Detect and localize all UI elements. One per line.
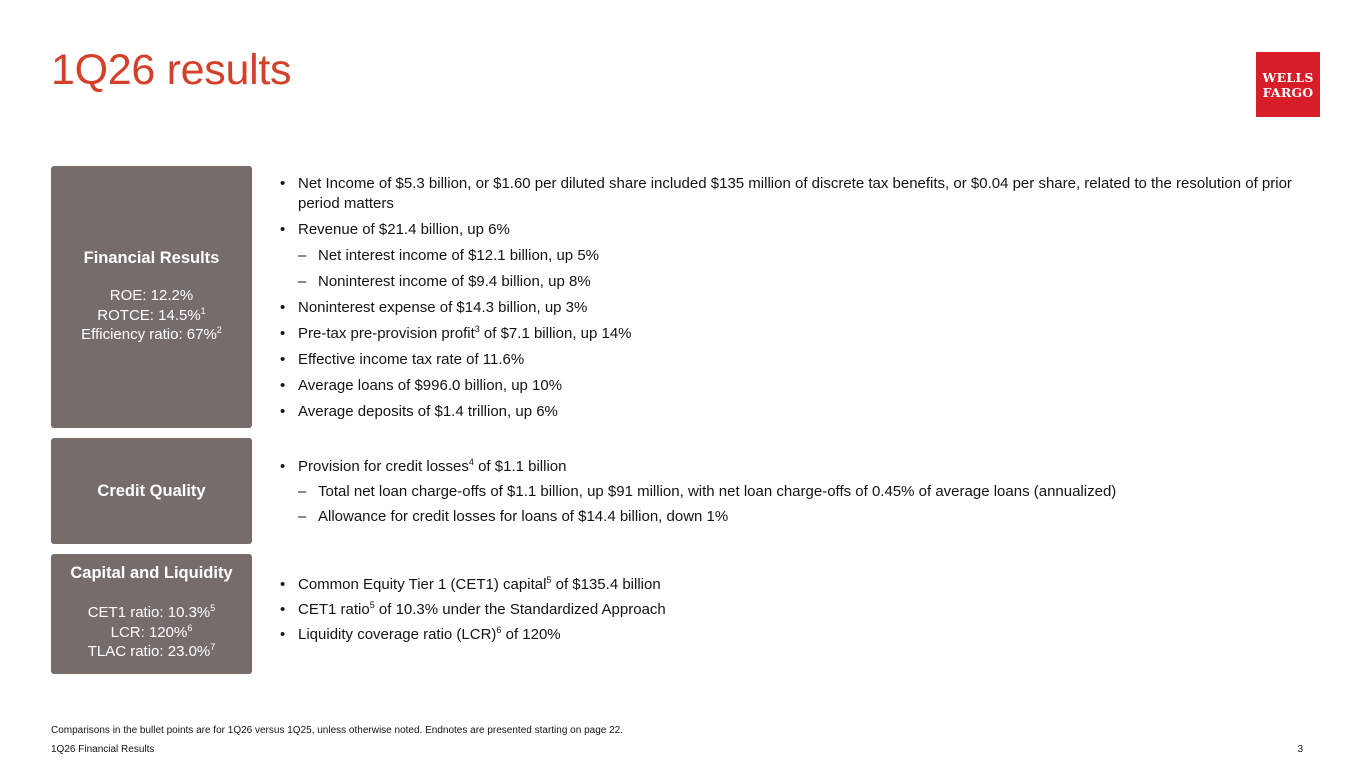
metric-lcr bbox=[88, 623, 216, 643]
list-item bbox=[280, 457, 1320, 477]
text: Average deposits of $1.4 trillion, up 6% bbox=[298, 403, 558, 420]
capital-metrics bbox=[88, 603, 216, 662]
financial-bullets bbox=[280, 174, 1320, 428]
metric-cet1-ratio bbox=[88, 603, 216, 623]
text: of $7.1 billion, up 14% bbox=[479, 325, 632, 342]
credit-quality-heading: Credit Quality bbox=[97, 481, 206, 500]
list-item bbox=[280, 174, 1320, 214]
bullet-icon: • bbox=[280, 377, 286, 394]
text: of $1.1 billion bbox=[473, 458, 567, 475]
bullet-icon: • bbox=[280, 325, 286, 342]
logo-line-1: WELLS bbox=[1262, 69, 1314, 85]
footnote-ref: 5 bbox=[369, 600, 375, 610]
text: of 10.3% under the Standardized Approach bbox=[374, 601, 666, 618]
text: Common Equity Tier 1 (CET1) capital bbox=[298, 576, 547, 593]
text: ROTCE: 14.5% bbox=[97, 306, 201, 324]
logo-line-2: FARGO bbox=[1262, 84, 1314, 100]
bullet-icon: • bbox=[280, 221, 286, 238]
bullet-icon: • bbox=[280, 601, 286, 618]
metric-efficiency-ratio bbox=[81, 325, 222, 345]
sub-list-item bbox=[280, 272, 1320, 292]
list-item bbox=[280, 220, 1320, 240]
text: of $135.4 billion bbox=[551, 576, 661, 593]
text: Average loans of $996.0 billion, up 10% bbox=[298, 377, 563, 394]
text: Noninterest income of $9.4 billion, up 8% bbox=[318, 273, 591, 290]
text: Efficiency ratio: 67% bbox=[81, 326, 217, 344]
footnote-ref: 7 bbox=[210, 642, 216, 652]
list-item bbox=[280, 402, 1320, 422]
metric-tlac-ratio bbox=[88, 642, 216, 662]
page-title: 1Q26 results bbox=[51, 46, 292, 94]
footnote-ref: 6 bbox=[187, 622, 193, 633]
bullet-icon: • bbox=[280, 175, 286, 192]
text: LCR: 120% bbox=[110, 623, 188, 641]
capital-liquidity-heading: Capital and Liquidity bbox=[70, 564, 233, 582]
footnote-ref: 2 bbox=[216, 325, 222, 336]
list-item bbox=[280, 575, 1320, 595]
footnote-ref: 4 bbox=[468, 457, 474, 467]
sub-list-item bbox=[280, 246, 1320, 266]
dash-icon: – bbox=[298, 273, 307, 290]
footer-title: 1Q26 Financial Results bbox=[51, 744, 155, 755]
bullet-icon: • bbox=[280, 576, 286, 593]
dash-icon: – bbox=[298, 508, 307, 525]
credit-quality-box bbox=[51, 438, 252, 544]
financial-metrics bbox=[81, 286, 222, 345]
footnote-ref: 3 bbox=[474, 324, 480, 334]
financial-results-heading: Financial Results bbox=[83, 249, 220, 268]
list-item bbox=[280, 298, 1320, 318]
footnote: Comparisons in the bullet points are for 1Q26 versus 1Q25, unless otherwise noted. Endnotes are presented starting on page 22. bbox=[51, 725, 624, 736]
text: Pre-tax pre-provision profit bbox=[298, 325, 475, 342]
bullet-icon: • bbox=[280, 458, 286, 475]
dash-icon: – bbox=[298, 247, 307, 264]
footnote-ref: 5 bbox=[210, 603, 216, 613]
text: Noninterest expense of $14.3 billion, up 3% bbox=[298, 299, 588, 316]
bullet-icon: • bbox=[280, 299, 286, 316]
wells-fargo-logo bbox=[1256, 52, 1320, 117]
text: CET1 ratio bbox=[298, 601, 370, 618]
capital-bullets bbox=[280, 575, 1320, 650]
metric-roe bbox=[81, 286, 222, 306]
text: ROE: 12.2% bbox=[109, 287, 194, 305]
text: TLAC ratio: 23.0% bbox=[87, 643, 211, 660]
page-number: 3 bbox=[1297, 744, 1303, 755]
text: of 120% bbox=[501, 626, 561, 643]
list-item bbox=[280, 376, 1320, 396]
capital-liquidity-box bbox=[51, 554, 252, 674]
text: CET1 ratio: 10.3% bbox=[87, 604, 211, 621]
footnote-ref: 6 bbox=[496, 625, 502, 635]
text: Liquidity coverage ratio (LCR) bbox=[298, 626, 497, 643]
text: Total net loan charge-offs of $1.1 billion, up $91 million, with net loan charge-offs of 0.45% of average loans (annualized) bbox=[318, 483, 1117, 500]
text: Allowance for credit losses for loans of $14.4 billion, down 1% bbox=[318, 508, 729, 525]
metric-rotce bbox=[81, 306, 222, 326]
credit-bullets bbox=[280, 457, 1320, 532]
bullet-icon: • bbox=[280, 626, 286, 643]
financial-results-box bbox=[51, 166, 252, 428]
text: Provision for credit losses bbox=[298, 458, 469, 475]
footnote-ref: 1 bbox=[200, 305, 206, 316]
list-item bbox=[280, 625, 1320, 645]
dash-icon: – bbox=[298, 483, 307, 500]
bullet-icon: • bbox=[280, 403, 286, 420]
text: Net Income of $5.3 billion, or $1.60 per diluted share included $135 million of discrete tax benefits, or $0.04 per share, related to the resolution of prior period matters bbox=[298, 175, 1292, 212]
sub-list-item bbox=[280, 482, 1320, 502]
text: Effective income tax rate of 11.6% bbox=[298, 351, 525, 368]
text: Revenue of $21.4 billion, up 6% bbox=[298, 221, 510, 238]
text: Net interest income of $12.1 billion, up 5% bbox=[318, 247, 599, 264]
bullet-icon: • bbox=[280, 351, 286, 368]
sub-list-item bbox=[280, 507, 1320, 527]
footnote-ref: 5 bbox=[546, 575, 552, 585]
list-item bbox=[280, 600, 1320, 620]
list-item bbox=[280, 324, 1320, 344]
list-item bbox=[280, 350, 1320, 370]
